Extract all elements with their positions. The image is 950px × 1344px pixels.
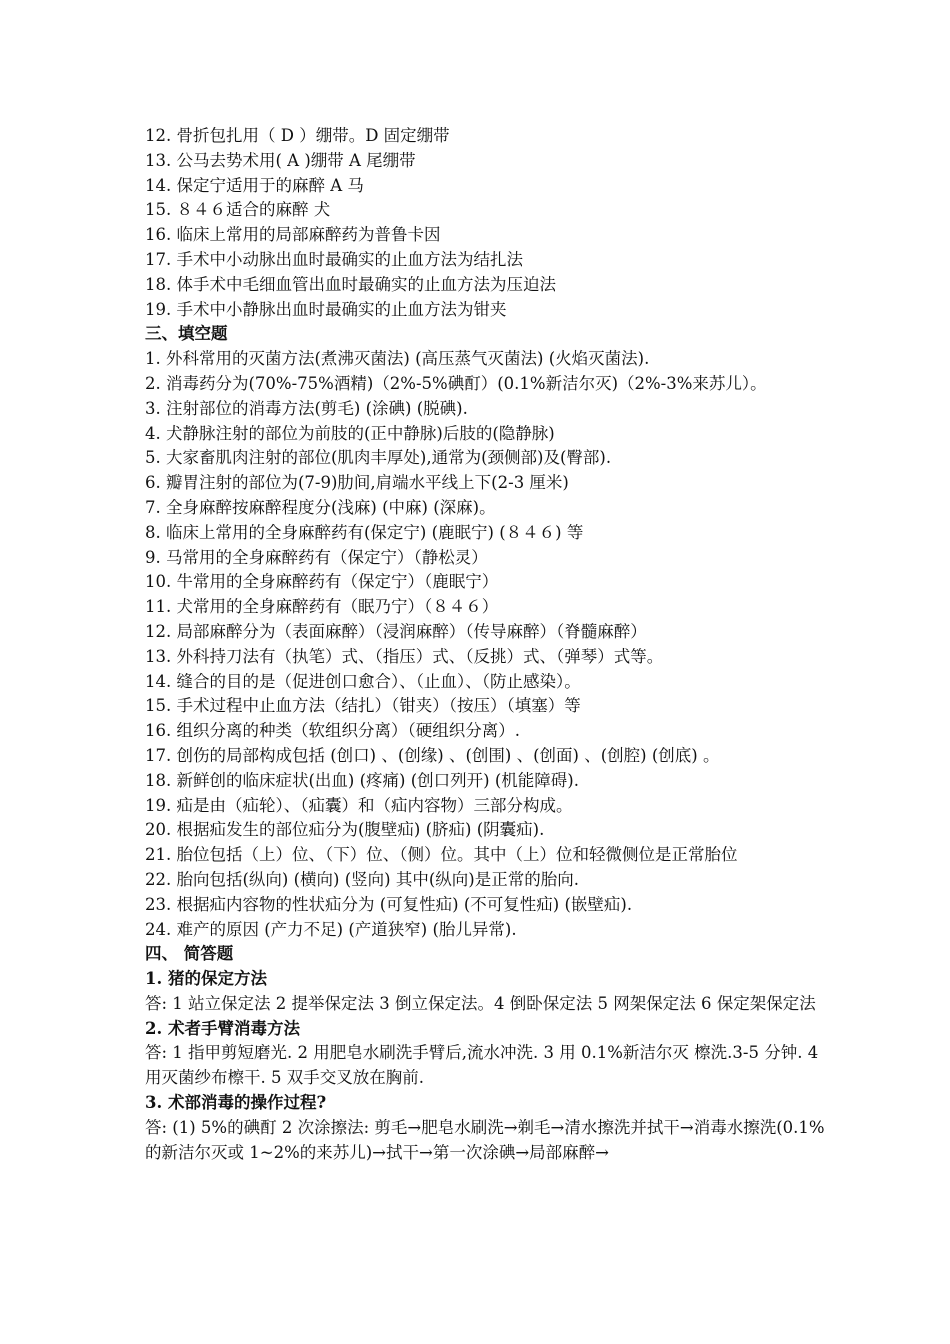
text-line: 10. 牛常用的全身麻醉药有（保定宁）（鹿眠宁）	[145, 572, 499, 592]
text-line: 18. 新鲜创的临床症状(出血) (疼痛) (创口列开) (机能障碍).	[145, 770, 579, 790]
text-line: 3. 注射部位的消毒方法(剪毛) (涂碘) (脱碘).	[145, 398, 468, 418]
question-heading: 1. 猪的保定方法	[145, 969, 267, 989]
text-line: 4. 犬静脉注射的部位为前肢的(正中静脉)后肢的(隐静脉)	[145, 423, 555, 443]
text-paragraph: 17. 创伤的局部构成包括 (创口) 、(创缘) 、(创围) 、(创面) 、(创腔) (创底) 。	[145, 745, 720, 765]
text-line: 20. 根据疝发生的部位疝分为(腹壁疝) (脐疝) (阴囊疝).	[145, 820, 545, 840]
text-line: 7. 全身麻醉按麻醉程度分(浅麻) (中麻) (深麻)。	[145, 497, 496, 517]
text-line: 14. 缝合的目的是（促进创口愈合）、（止血）、（防止感染）。	[145, 671, 581, 691]
text-line: 6. 瓣胃注射的部位为(7-9)肋间,肩端水平线上下(2-3 厘米)	[145, 473, 569, 493]
text-line: 18. 体手术中毛细血管出血时最确实的止血方法为压迫法	[145, 274, 556, 294]
text-line: 2. 消毒药分为(70%-75%酒精)（2%-5%碘酊）(0.1%新洁尔灭)（2%-3%来苏儿）。	[145, 373, 767, 393]
text-line: 13. 公马去势术用( A )绷带 A 尾绷带	[145, 150, 416, 170]
text-line: 12. 局部麻醉分为（表面麻醉）（浸润麻醉）（传导麻醉）（脊髓麻醉）	[145, 621, 647, 641]
text-line: 15. ８４６适合的麻醉 犬	[145, 200, 331, 220]
document-page	[145, 124, 835, 1165]
text-line: 19. 疝是由（疝轮）、（疝囊）和（疝内容物）三部分构成。	[145, 795, 573, 815]
answer-paragraph: 答: (1) 5%的碘酊 2 次涂擦法: 剪毛→肥皂水刷洗→剃毛→清水擦洗并拭干→消毒水擦洗(0.1%的新洁尔灭或 1~2%的来苏儿)→拭干→第一次涂碘→局部麻醉→	[145, 1117, 825, 1162]
text-line: 19. 手术中小静脉出血时最确实的止血方法为钳夹	[145, 299, 507, 319]
question-heading: 2. 术者手臂消毒方法	[145, 1018, 300, 1038]
text-line: 16. 组织分离的种类（软组织分离）（硬组织分离）.	[145, 721, 520, 741]
text-line: 21. 胎位包括（上）位、（下）位、（侧）位。其中（上）位和轻微侧位是正常胎位	[145, 845, 738, 865]
text-line: 22. 胎向包括(纵向) (横向) (竖向) 其中(纵向)是正常的胎向.	[145, 869, 579, 889]
text-line: 5. 大家畜肌肉注射的部位(肌肉丰厚处),通常为(颈侧部)及(臀部).	[145, 448, 612, 468]
answer-paragraph: 答: 1 站立保定法 2 提举保定法 3 倒立保定法。4 倒卧保定法 5 网架保定法 6 保定架保定法	[145, 993, 816, 1013]
answer-paragraph: 答: 1 指甲剪短磨光. 2 用肥皂水刷洗手臂后,流水冲洗. 3 用 0.1%新洁尔灭 檫洗.3-5 分钟. 4 用灭菌纱布檫干. 5 双手交叉放在胸前.	[145, 1043, 819, 1088]
text-line: 16. 临床上常用的局部麻醉药为普鲁卡因	[145, 225, 441, 245]
text-line: 11. 犬常用的全身麻醉药有（眠乃宁）（８４６）	[145, 597, 499, 617]
text-line: 23. 根据疝内容物的性状疝分为 (可复性疝) (不可复性疝) (嵌壁疝).	[145, 894, 633, 914]
text-line: 8. 临床上常用的全身麻醉药有(保定宁) (鹿眠宁) (８４６) 等	[145, 522, 584, 542]
question-heading: 3. 术部消毒的操作过程?	[145, 1093, 327, 1113]
section-heading: 三、填空题	[145, 324, 228, 344]
text-line: 24. 难产的原因 (产力不足) (产道狭窄) (胎儿异常).	[145, 919, 517, 939]
text-line: 9. 马常用的全身麻醉药有（保定宁）（静松灵）	[145, 547, 488, 567]
text-line: 15. 手术过程中止血方法（结扎）（钳夹）（按压）（填塞）等	[145, 696, 581, 716]
text-line: 13. 外科持刀法有（执笔）式、（指压）式、（反挑）式、（弹琴）式等。	[145, 646, 664, 666]
text-line: 1. 外科常用的灭菌方法(煮沸灭菌法) (高压蒸气灭菌法) (火焰灭菌法).	[145, 349, 650, 369]
section-heading: 四、 简答题	[145, 944, 234, 964]
text-line: 17. 手术中小动脉出血时最确实的止血方法为结扎法	[145, 249, 523, 269]
text-line: 12. 骨折包扎用（ D ）绷带。D 固定绷带	[145, 126, 450, 145]
text-line: 14. 保定宁适用于的麻醉 A 马	[145, 175, 364, 195]
